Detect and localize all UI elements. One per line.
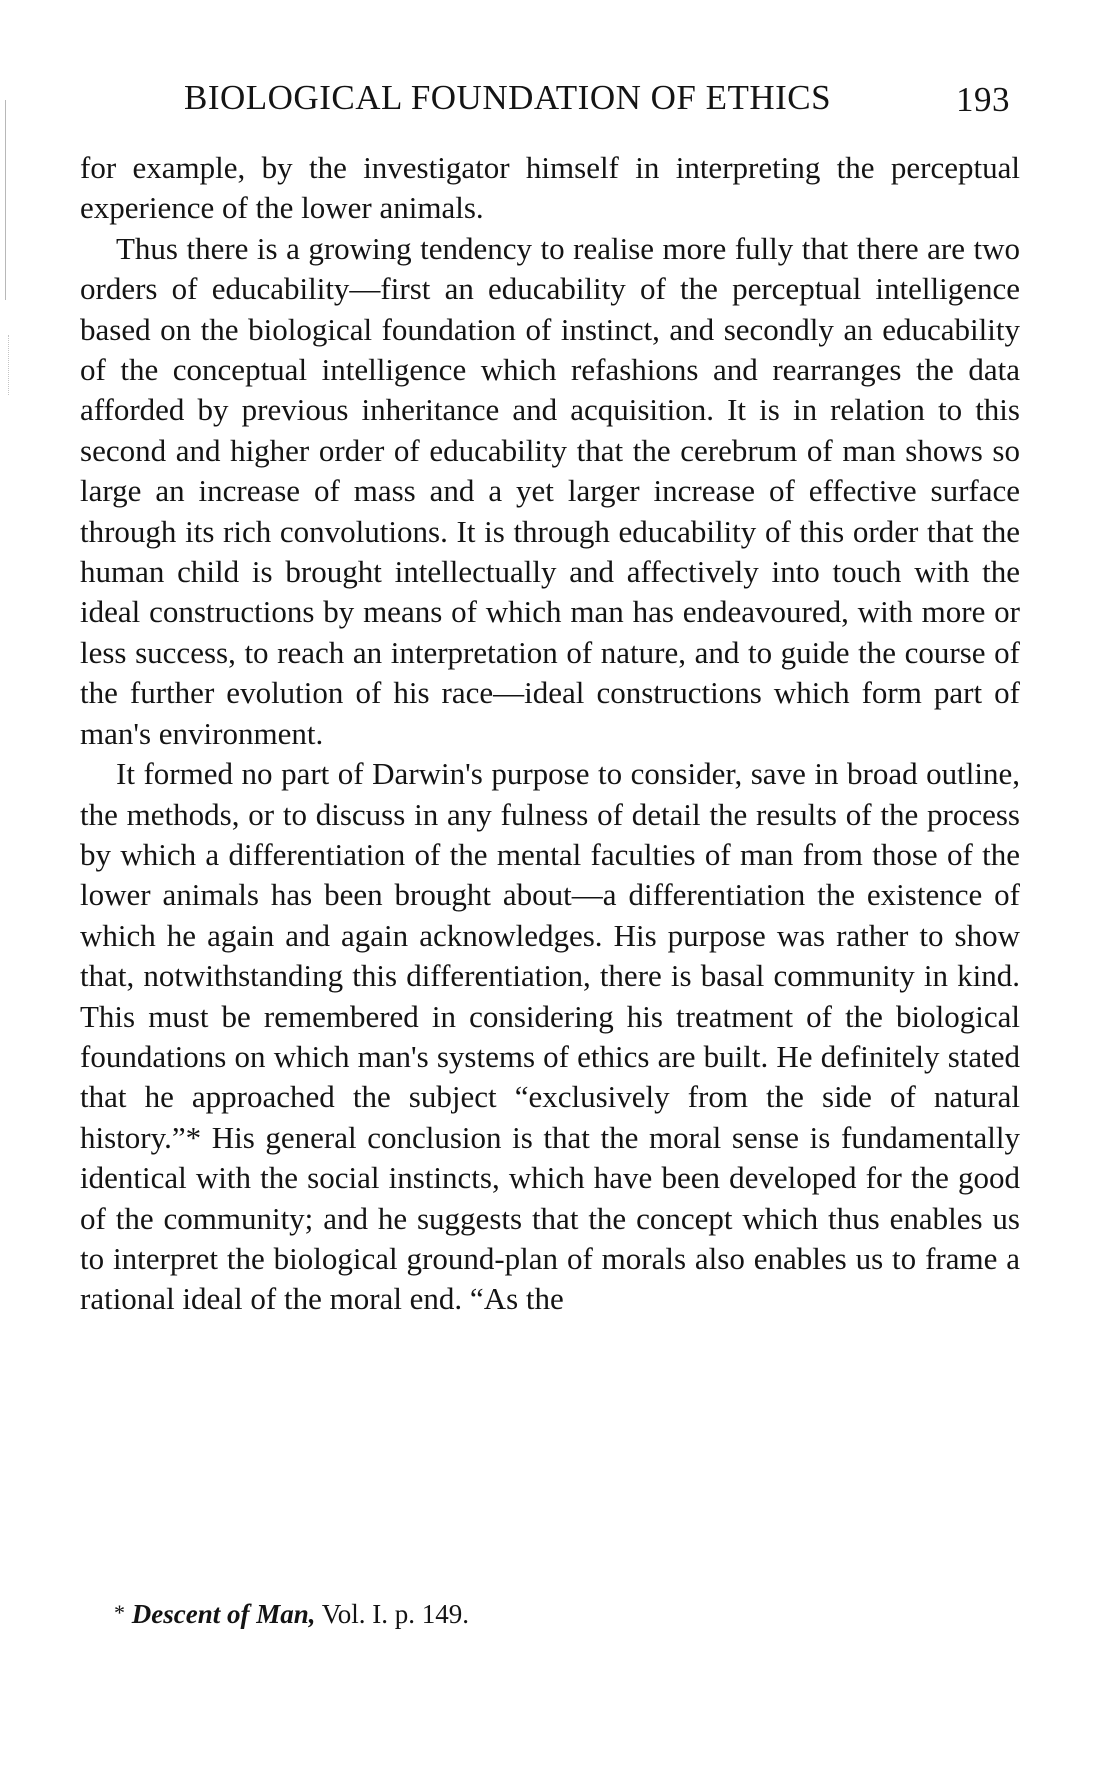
footnote-marker: * xyxy=(114,1600,125,1625)
running-head xyxy=(80,78,1020,122)
paragraph-educability: Thus there is a growing tendency to realise more fully that there are two orders of educability—first an educability of the perceptual intelligence based on the biological foundation of instinct, and secondly an educability of the conceptual intelligence which refashions and rearranges the data afforded by previous inheritance and acquisition. It is in relation to this second and higher order of educability that the cerebrum of man shows so large an increase of mass and a yet larger increase of effective surface through its rich convolutions. It is through educability of this order that the human child is brought intellectually and affectively into touch with the ideal constructions by means of which man has endeavoured, with more or less success, to reach an interpretation of nature, and to guide the course of the further evolution of his race—ideal constructions which form part of man's environment. xyxy=(80,230,1020,751)
body-text xyxy=(80,148,1020,1320)
binding-edge-dots xyxy=(8,335,10,395)
paragraph-continuation: for example, by the investigator himself in interpreting the perceptual experience of the lower animals. xyxy=(80,150,1020,226)
footnote-reference: Vol. I. p. 149. xyxy=(321,1599,470,1629)
footnote-title: Descent of Man, xyxy=(131,1599,316,1629)
binding-edge-line xyxy=(5,100,6,300)
page-number: 193 xyxy=(956,80,1010,119)
paragraph-darwin: It formed no part of Darwin's purpose to consider, save in broad outline, the methods, or to discuss in any fulness of detail the results of the process by which a differentiation of the mental faculties of man from those of the lower animals has been brought about—a differentiation the existence of which he again and again acknowledges. His purpose was rather to show that, notwithstanding this differentiation, there is basal community in kind. This must be remembered in considering his treatment of the biological foundations on which man's systems of ethics are built. He definitely stated that he approached the subject “exclusively from the side of natural history.”* His general conclusion is that the moral sense is fundamentally identical with the social instincts, which have been developed for the good of the community; and he suggests that the concept which thus enables us to interpret the biological ground-plan of morals also enables us to frame a rational ideal of the moral end. “As the xyxy=(80,756,1020,1317)
running-title: BIOLOGICAL FOUNDATION OF ETHICS xyxy=(184,78,832,117)
footnote xyxy=(114,1597,469,1630)
